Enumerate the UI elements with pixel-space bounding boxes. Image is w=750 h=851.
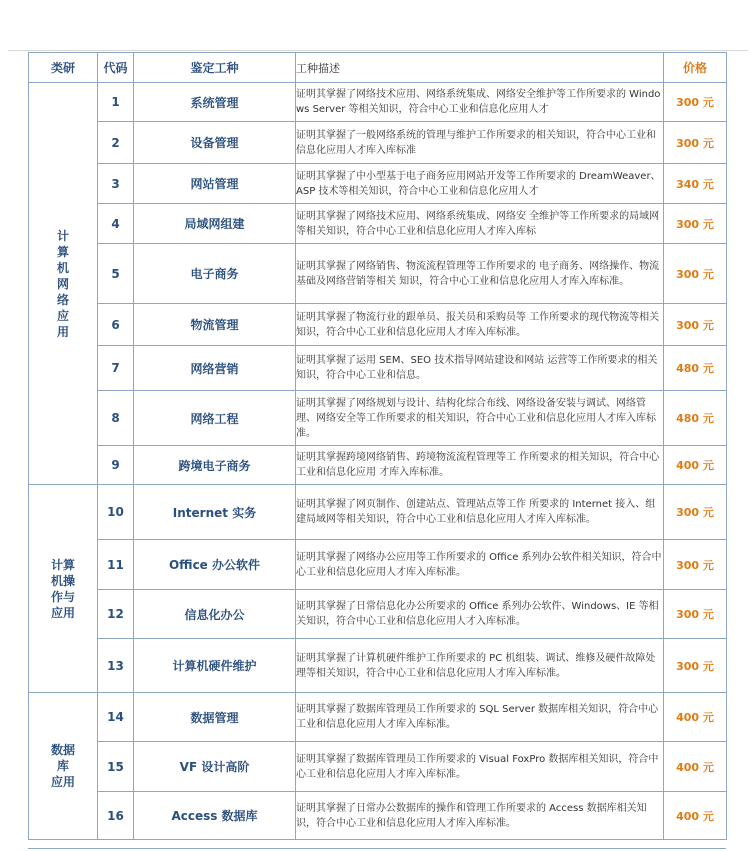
job-name-cell: 信息化办公 <box>134 590 296 639</box>
description-cell: 证明其掌握了数据库管理员工作所要求的 Visual FoxPro 数据库相关知识，符合中心工业和信息化应用人才库入库标准。 <box>296 742 664 792</box>
top-divider <box>8 50 748 51</box>
table-row <box>29 742 727 792</box>
code-cell: 14 <box>98 693 134 742</box>
job-name-cell: 系统管理 <box>134 83 296 122</box>
code-cell: 11 <box>98 540 134 590</box>
category-label: 计 算 机 网 络 应 用 <box>56 228 69 339</box>
price-cell: 300 元 <box>664 304 727 346</box>
description-cell: 证明其掌握了网络技术应用、网络系统集成、网络安 全维护等工作所要求的局域网等相关知识，符合中心工业和信息化应用人才库入库标 <box>296 204 664 244</box>
job-name-cell: 计算机硬件维护 <box>134 639 296 693</box>
code-cell: 10 <box>98 485 134 540</box>
description-cell: 证明其掌握跨境网络销售、跨境物流流程管理等工 作所要求的相关知识，符合中心工业和信息化应用 才库入库标准。 <box>296 446 664 485</box>
table-row <box>29 693 727 742</box>
code-cell: 4 <box>98 204 134 244</box>
category-cell <box>29 485 98 693</box>
job-name-cell: Office 办公软件 <box>134 540 296 590</box>
table-row <box>29 164 727 204</box>
table-row <box>29 485 727 540</box>
description-cell: 证明其掌握了运用 SEM、SEO 技术指导网站建设和网站 运营等工作所要求的相关知识，符合中心工业和信息。 <box>296 346 664 391</box>
description-cell: 证明其掌握了数据库管理员工作所要求的 SQL Server 数据库相关知识，符合中心工业和信息化应用人才库入库标准。 <box>296 693 664 742</box>
description-cell: 证明其掌握了网络办公应用等工作所要求的 Office 系列办公软件相关知识，符合中心工业和信息化应用人才库入库标准。 <box>296 540 664 590</box>
job-name-cell: 网站管理 <box>134 164 296 204</box>
description-cell: 证明其掌握了物流行业的跟单员、报关员和采购员等 工作所要求的现代物流等相关知识，符合中心工业和信息化应用人才库入库标准。 <box>296 304 664 346</box>
header-category: 类研 <box>29 53 98 83</box>
code-cell: 15 <box>98 742 134 792</box>
code-cell: 1 <box>98 83 134 122</box>
code-cell: 8 <box>98 391 134 446</box>
price-cell: 340 元 <box>664 164 727 204</box>
job-name-cell: 网络工程 <box>134 391 296 446</box>
job-name-cell: Access 数据库 <box>134 792 296 840</box>
price-cell: 300 元 <box>664 590 727 639</box>
description-cell: 证明其掌握了网页制作、创建站点、管理站点等工作 所要求的 Internet 接入、组建局域网等相关知识，符合中心工业和信息化应用人才库入库标准。 <box>296 485 664 540</box>
job-name-cell: VF 设计高阶 <box>134 742 296 792</box>
code-cell: 6 <box>98 304 134 346</box>
price-cell: 400 元 <box>664 446 727 485</box>
table-row <box>29 639 727 693</box>
table-row <box>29 244 727 304</box>
code-cell: 5 <box>98 244 134 304</box>
code-cell: 2 <box>98 122 134 164</box>
price-cell: 400 元 <box>664 742 727 792</box>
description-cell: 证明其掌握了日常信息化办公所要求的 Office 系列办公软件、Windows、IE 等相关知识，符合中心工业和信息化应用人才入库标准。 <box>296 590 664 639</box>
description-cell: 证明其掌握了网络技术应用、网络系统集成、网络安全维护等工作所要求的 Windows Server 等相关知识，符合中心工业和信息化应用人才 <box>296 83 664 122</box>
table-row <box>29 590 727 639</box>
job-name-cell: 跨境电子商务 <box>134 446 296 485</box>
price-cell: 480 元 <box>664 391 727 446</box>
table-row <box>29 204 727 244</box>
code-cell: 9 <box>98 446 134 485</box>
description-cell: 证明其掌握了日常办公数据库的操作和管理工作所要求的 Access 数据库相关知识，符合中心工业和信息化应用人才库入库标准。 <box>296 792 664 840</box>
category-label: 数据 库 应用 <box>50 743 75 789</box>
header-row <box>29 53 727 83</box>
code-cell: 13 <box>98 639 134 693</box>
header-price: 价格 <box>664 53 727 83</box>
description-cell: 证明其掌握了中小型基于电子商务应用网站开发等工作所要求的 DreamWeaver、ASP 技术等相关知识，符合中心工业和信息化应用人才 <box>296 164 664 204</box>
price-cell: 300 元 <box>664 639 727 693</box>
price-cell: 400 元 <box>664 792 727 840</box>
job-name-cell: 网络营销 <box>134 346 296 391</box>
table-row <box>29 122 727 164</box>
header-name: 鉴定工种 <box>134 53 296 83</box>
table-row <box>29 83 727 122</box>
job-name-cell: 数据管理 <box>134 693 296 742</box>
price-cell: 480 元 <box>664 346 727 391</box>
header-description: 工种描述 <box>296 53 664 83</box>
header-code: 代码 <box>98 53 134 83</box>
table-row <box>29 792 727 840</box>
category-label: 计算 机操 作与 应用 <box>50 557 75 620</box>
job-name-cell: 物流管理 <box>134 304 296 346</box>
certification-table <box>28 52 727 840</box>
table-row <box>29 446 727 485</box>
table-row <box>29 304 727 346</box>
job-name-cell: 局域网组建 <box>134 204 296 244</box>
price-cell: 300 元 <box>664 485 727 540</box>
table-row <box>29 540 727 590</box>
price-cell: 300 元 <box>664 204 727 244</box>
bottom-divider <box>28 848 726 849</box>
price-cell: 300 元 <box>664 122 727 164</box>
job-name-cell: Internet 实务 <box>134 485 296 540</box>
description-cell: 证明其掌握了网络规划与设计、结构化综合布线、网络设备安装与调试、网络管理、网络安全等工作所要求的相关知识，符合中心工业和信息化应用人才库入库标准。 <box>296 391 664 446</box>
description-cell: 证明其掌握了计算机硬件维护工作所要求的 PC 机组装、调试、维修及硬件故障处理等相关知识，符合中心工业和信息化应用人才库入库标准。 <box>296 639 664 693</box>
job-name-cell: 电子商务 <box>134 244 296 304</box>
price-cell: 300 元 <box>664 244 727 304</box>
code-cell: 16 <box>98 792 134 840</box>
table-row <box>29 346 727 391</box>
price-cell: 300 元 <box>664 83 727 122</box>
table-body <box>29 83 727 840</box>
code-cell: 7 <box>98 346 134 391</box>
code-cell: 12 <box>98 590 134 639</box>
description-cell: 证明其掌握了网络销售、物流流程管理等工作所要求的 电子商务、网络操作、物流基础及网络营销等相关 知识，符合中心工业和信息化应用人才库入库标准。 <box>296 244 664 304</box>
code-cell: 3 <box>98 164 134 204</box>
price-cell: 400 元 <box>664 693 727 742</box>
table-row <box>29 391 727 446</box>
description-cell: 证明其掌握了一般网络系统的管理与维护工作所要求的相关知识，符合中心工业和信息化应用人才库入库标准 <box>296 122 664 164</box>
category-cell <box>29 83 98 485</box>
category-cell <box>29 693 98 840</box>
job-name-cell: 设备管理 <box>134 122 296 164</box>
price-cell: 300 元 <box>664 540 727 590</box>
